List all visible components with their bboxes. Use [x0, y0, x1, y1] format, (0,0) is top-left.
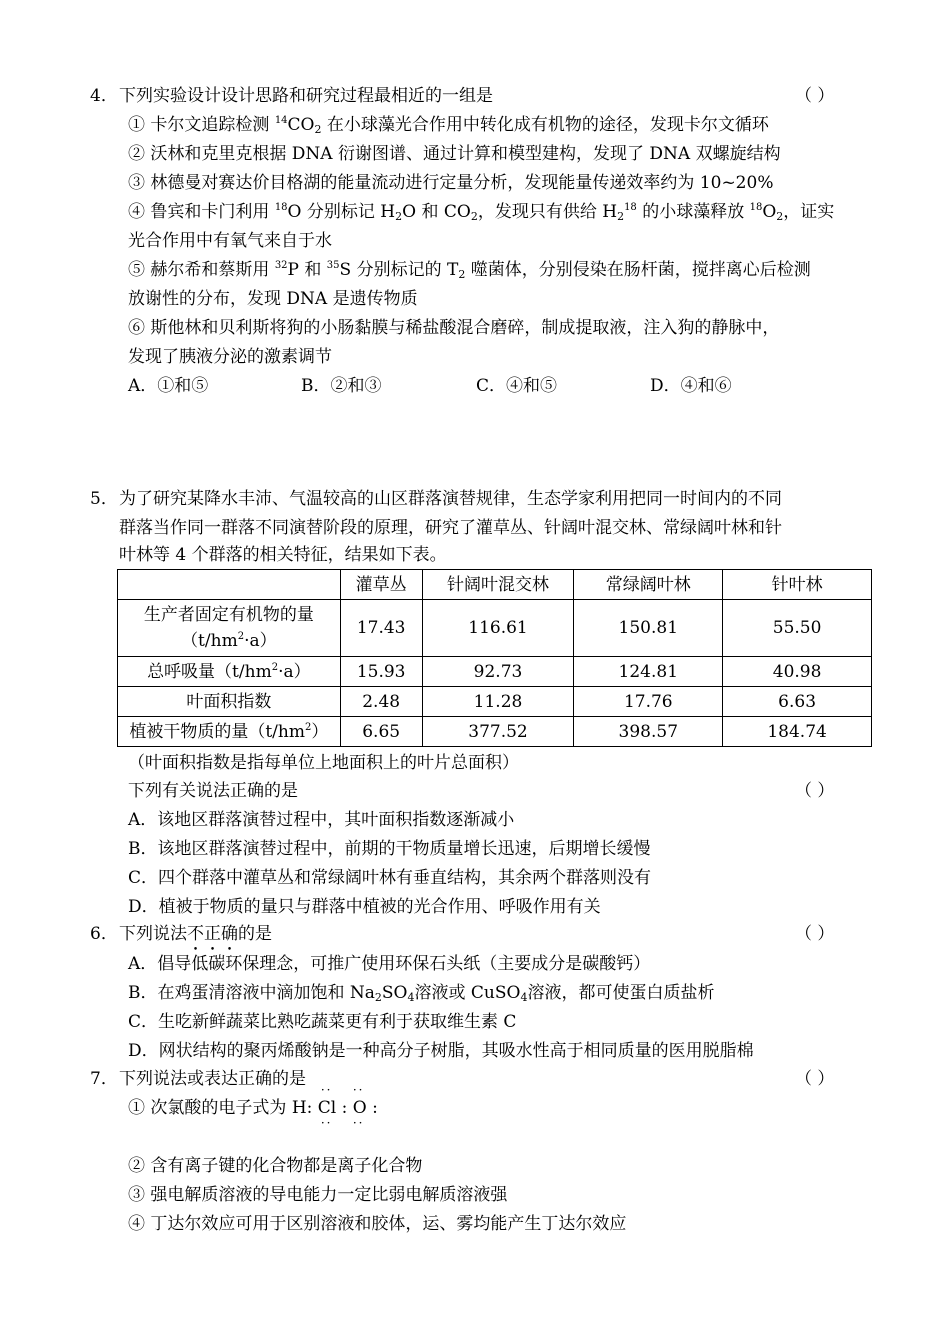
q4-item-2: ② 沃林和克里克根据 DNA 衍谢图谱、通过计算和模型建构，发现了 DNA 双螺旋结构	[128, 144, 781, 164]
q4-item-6: ⑥ 斯他林和贝利斯将狗的小肠黏膜与稀盐酸混合磨碎，制成提取液，注入狗的静脉中，	[128, 318, 780, 338]
table-row	[118, 717, 872, 747]
q5-option-c[interactable]: C．四个群落中灌草丛和常绿阔叶林有垂直结构，其余两个群落则没有	[128, 868, 652, 888]
q4-item-3: ③ 林德曼对赛达价目格湖的能量流动进行定量分析，发现能量传递效率约为 10~20%	[128, 173, 774, 193]
table-cell: 2.48	[340, 687, 422, 717]
hypochlorous-acid-electron-formula: H: Cl : O : ·· ·· ·· ··	[291, 1083, 378, 1130]
q4-number: 4．	[90, 86, 118, 106]
q5-question: 下列有关说法正确的是	[128, 781, 298, 801]
table-cell: 17.43	[340, 600, 422, 657]
table-cell: 15.93	[340, 657, 422, 687]
q4-option-d[interactable]: D．④和⑥	[650, 376, 732, 396]
q7-item-3: ③ 强电解质溶液的导电能力一定比弱电解质溶液强	[128, 1185, 508, 1205]
row-label: 总呼吸量$(t/hm^2\cdot a)$	[118, 657, 341, 687]
table-cell: 17.76	[574, 687, 723, 717]
table-cell: 11.28	[422, 687, 574, 717]
q5-option-b[interactable]: B．该地区群落演替过程中，前期的干物质量增长迅速，后期增长缓慢	[128, 839, 651, 859]
q5-option-d[interactable]: D．植被于物质的量只与群落中植被的光合作用、呼吸作用有关	[128, 897, 601, 917]
emphasis-dot-char: 确	[221, 924, 238, 944]
table-cell: 184.74	[723, 717, 872, 747]
q5-stem-line-2: 群落当作同一群落不同演替阶段的原理，研究了灌草丛、针阔叶混交林、常绿阔叶林和针	[119, 518, 782, 538]
q6-option-b[interactable]: B．在鸡蛋清溶液中滴加饱和 $Na_2SO_4$溶液或 CuSO$_4$溶液，都可使蛋白质盐析	[128, 983, 715, 1004]
table-cell: 124.81	[574, 657, 723, 687]
q5-option-a[interactable]: A．该地区群落演替过程中，其叶面积指数逐渐减小	[128, 810, 515, 830]
row-label: 叶面积指数	[118, 687, 341, 717]
q4-item-5: ⑤ 赫尔希和蔡斯用 $^{32}$P 和 $^{35}$S 分别标记的 $T_2$ 噬菌体，分别侵染在肠杆菌，搅拌离心后检测	[128, 260, 811, 281]
table-header-row	[118, 570, 872, 600]
table-row	[118, 600, 872, 657]
table-cell: 6.63	[723, 687, 872, 717]
q7-answer-paren: （ ）	[795, 1069, 835, 1089]
q4-option-c[interactable]: C．④和⑤	[476, 376, 558, 396]
q7-item-2: ② 含有离子键的化合物都是离子化合物	[128, 1156, 423, 1176]
q6-option-d[interactable]: D．网状结构的聚丙烯酸钠是一种高分子树脂，其吸水性高于相同质量的医用脱脂棉	[128, 1041, 754, 1061]
table-cell: 398.57	[574, 717, 723, 747]
emphasis-dot-char: 不	[187, 924, 204, 944]
q7-item-1: ① 次氯酸的电子式为 H: Cl : O : ·· ·· ·· ··	[128, 1083, 378, 1130]
table-cell: 55.50	[723, 600, 872, 657]
q4-option-b[interactable]: B．②和③	[301, 376, 382, 396]
q5-answer-paren: （ ）	[795, 781, 835, 801]
q6-option-a[interactable]: A．倡导低碳环保理念，可推广使用环保石头纸（主要成分是碳酸钙）	[128, 954, 651, 974]
q4-item-6-cont: 发现了胰液分泌的激素调节	[128, 347, 332, 367]
table-cell: 92.73	[422, 657, 574, 687]
table-cell: 40.98	[723, 657, 872, 687]
q4-answer-paren: （ ）	[795, 86, 835, 106]
table-cell: 377.52	[422, 717, 574, 747]
table-header-cell: 针叶林	[723, 570, 872, 600]
q6-number: 6．	[90, 924, 118, 944]
q4-item-1: ① 卡尔文追踪检测 $^{14}CO_2$ 在小球藻光合作用中转化成有机物的途径，发现卡尔文循环	[128, 115, 769, 136]
table-cell: 116.61	[422, 600, 574, 657]
community-data-table	[117, 569, 872, 747]
row-label: 植被干物质的量$(t/hm^2)$	[118, 717, 341, 747]
table-row	[118, 657, 872, 687]
q4-item-4: ④ 鲁宾和卡门利用 $^{18}$O 分别标记 $H_2O$ 和 $CO_2$，发现只有供给 $H_2^{18}$ 的小球藻释放 $^{18}O_2$，证实	[128, 202, 835, 223]
table-header-cell: 常绿阔叶林	[574, 570, 723, 600]
q6-stem: 下列说法不正确的是	[119, 924, 272, 944]
q5-number: 5．	[90, 489, 118, 509]
q5-table-note: （叶面积指数是指每单位上地面积上的叶片总面积）	[128, 753, 519, 773]
table-cell: 6.65	[340, 717, 422, 747]
q4-option-a[interactable]: A．①和⑤	[128, 376, 209, 396]
table-header-cell: 灌草丛	[340, 570, 422, 600]
q7-stem: 下列说法或表达正确的是	[119, 1069, 306, 1089]
emphasis-dot-char: 正	[204, 924, 221, 944]
q4-item-4-cont: 光合作用中有氧气来自于水	[128, 231, 332, 251]
table-cell: 150.81	[574, 600, 723, 657]
q7-item-4: ④ 丁达尔效应可用于区别溶液和胶体，运、雾均能产生丁达尔效应	[128, 1214, 627, 1234]
q4-item-5-cont: 放谢性的分布，发现 DNA 是遗传物质	[128, 289, 418, 309]
row-label: 生产者固定有机物的量 $(t/hm^2\cdot a)$	[118, 600, 341, 657]
q5-stem-line-1: 为了研究某降水丰沛、气温较高的山区群落演替规律，生态学家利用把同一时间内的不同	[119, 489, 782, 509]
q6-option-c[interactable]: C．生吃新鲜蔬菜比熟吃蔬菜更有利于获取维生素 C	[128, 1012, 517, 1032]
q5-stem-line-3: 叶林等 4 个群落的相关特征，结果如下表。	[119, 545, 447, 565]
table-header-cell	[118, 570, 341, 600]
table-header-cell: 针阔叶混交林	[422, 570, 574, 600]
q7-number: 7．	[90, 1069, 118, 1089]
q6-answer-paren: （ ）	[795, 924, 835, 944]
table-row	[118, 687, 872, 717]
q4-stem: 下列实验设计设计思路和研究过程最相近的一组是	[119, 86, 493, 106]
